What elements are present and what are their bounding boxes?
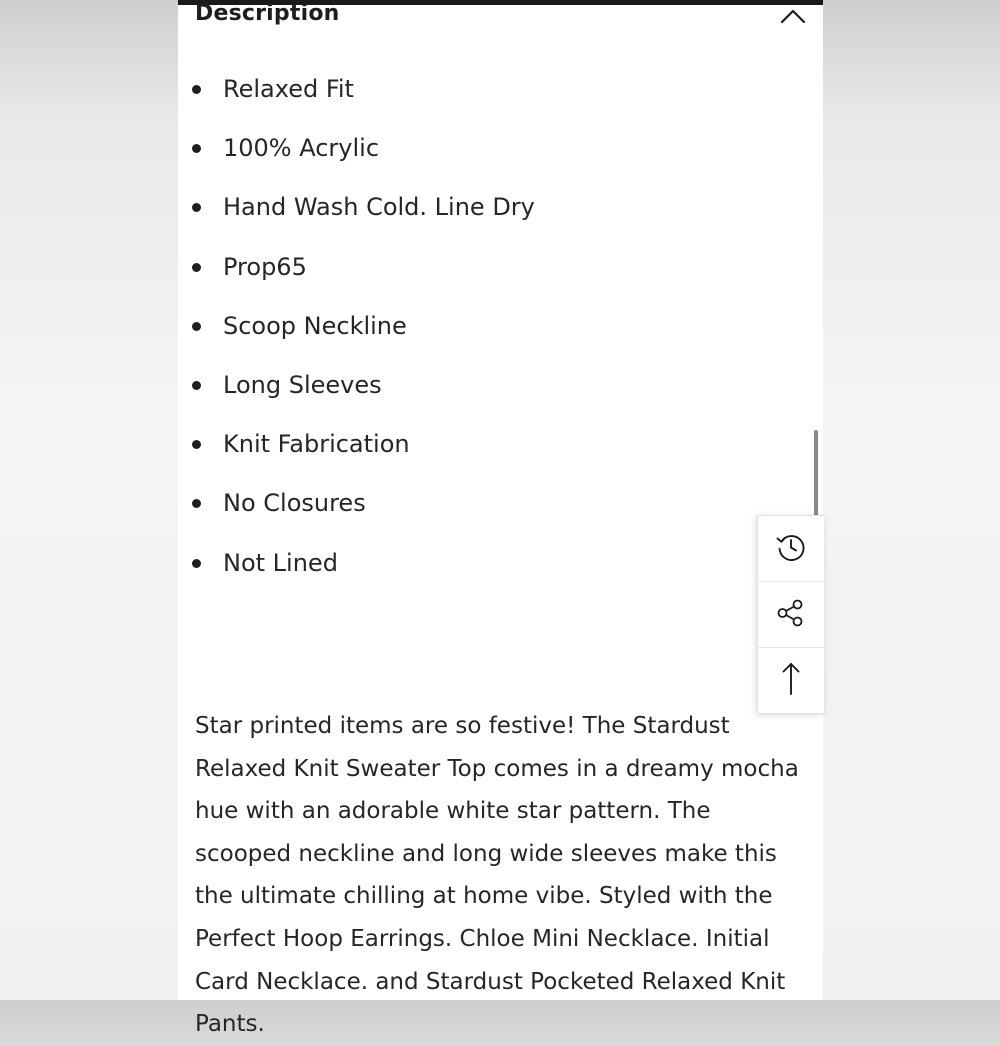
chevron-up-icon[interactable]	[780, 5, 806, 27]
feature-text: Relaxed Fit	[223, 75, 354, 103]
list-item	[178, 244, 535, 303]
history-button[interactable]	[758, 516, 824, 581]
bullet-dot	[192, 381, 201, 390]
feature-text: Knit Fabrication	[223, 430, 410, 459]
feature-text: Hand Wash Cold. Line Dry	[223, 193, 535, 222]
list-item	[178, 125, 535, 184]
feature-text: No Closures	[223, 489, 366, 518]
feature-text: Prop65	[223, 252, 307, 281]
feature-text: 100% Acrylic	[223, 134, 380, 163]
feature-text: Scoop Neckline	[223, 311, 407, 340]
bullet-dot	[192, 499, 201, 508]
list-item	[178, 421, 535, 480]
history-clock-icon	[774, 530, 808, 568]
feature-text: Not Lined	[223, 548, 338, 577]
product-description-panel	[178, 0, 823, 1038]
bullet-dot	[192, 144, 201, 153]
feature-list	[178, 66, 535, 599]
bullet-dot	[192, 203, 201, 212]
description-header[interactable]	[178, 0, 823, 34]
bullet-dot	[192, 559, 201, 568]
list-item	[178, 303, 535, 362]
bullet-dot	[192, 85, 201, 94]
list-item	[178, 540, 535, 599]
feature-text: Long Sleeves	[223, 370, 382, 399]
bullet-dot	[192, 440, 201, 449]
arrow-up-icon	[774, 660, 808, 702]
list-item	[178, 184, 535, 243]
list-item	[178, 480, 535, 539]
back-to-top-button[interactable]	[758, 647, 824, 713]
share-icon	[774, 596, 808, 634]
product-description-paragraph: Star printed items are so festive! The Stardust Relaxed Knit Sweater Top comes in a dreamy mocha hue with an adorable white star pattern. The scooped neckline and long wide sleeves make this the ultimate chilling at home vibe. Styled with the Perfect Hoop Earrings. Chloe Mini Necklace. Initial Card Necklace. and Stardust Pocketed Relaxed Knit Pants.	[195, 713, 799, 1038]
floating-toolbar	[757, 515, 824, 714]
bullet-dot	[192, 322, 201, 331]
list-item	[178, 362, 535, 421]
share-button[interactable]	[758, 581, 824, 647]
bullet-dot	[192, 263, 201, 272]
description-title: Description	[195, 1, 340, 26]
list-item	[178, 66, 535, 125]
